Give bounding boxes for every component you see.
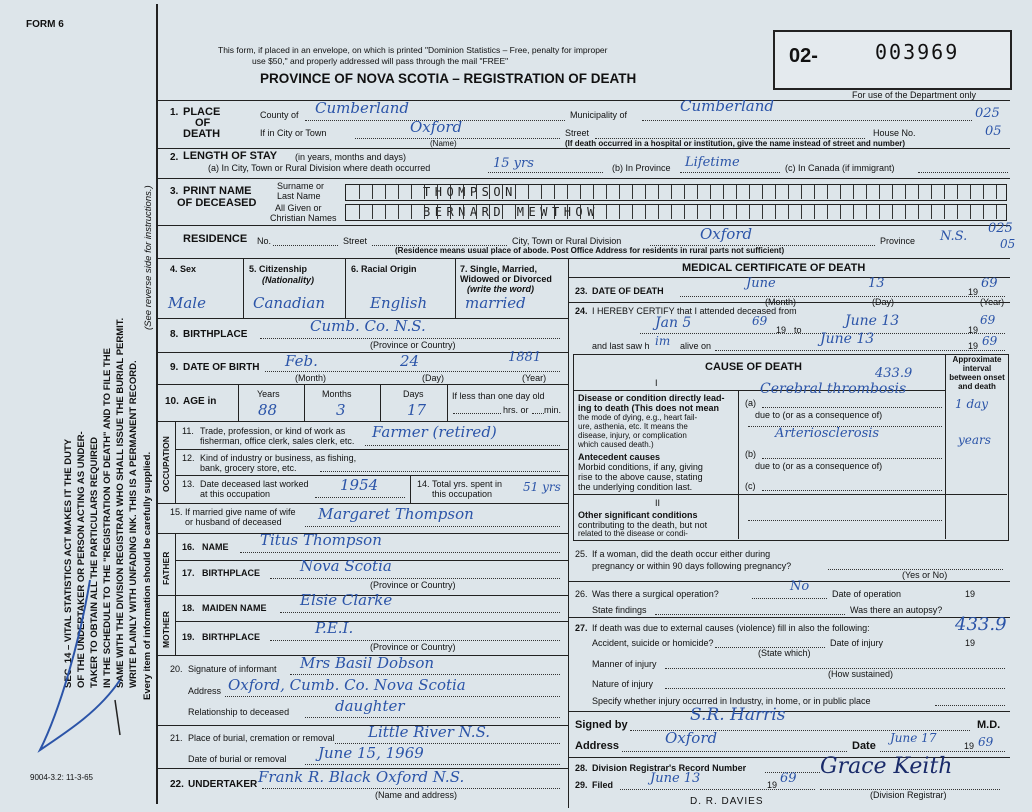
- sex-value[interactable]: Male: [168, 294, 206, 312]
- char-cell: [593, 185, 607, 199]
- mother-name-value[interactable]: Elsie Clarke: [300, 591, 393, 609]
- char-cell: [814, 185, 828, 199]
- char-cell: [567, 205, 581, 219]
- char-cell: [359, 185, 373, 199]
- form-title: PROVINCE OF NOVA SCOTIA – REGISTRATION OF DEATH: [260, 71, 637, 86]
- char-cell: [905, 185, 919, 199]
- char-cell: [645, 205, 659, 219]
- char-cell: [398, 205, 412, 219]
- char-cell: [892, 185, 906, 199]
- char-cell: [996, 185, 1010, 199]
- char-cell: [931, 185, 945, 199]
- char-cell: [788, 205, 802, 219]
- supply-note: Every item of information should be carefully supplied.: [142, 451, 153, 700]
- char-cell: [463, 185, 477, 199]
- stay-province-value[interactable]: Lifetime: [685, 155, 740, 170]
- char-cell: [879, 185, 893, 199]
- char-cell: [853, 205, 867, 219]
- surname-boxes[interactable]: [345, 184, 1007, 201]
- char-cell: [684, 185, 698, 199]
- char-cell: [489, 205, 503, 219]
- envelope-note-1: This form, if placed in an envelope, on which is printed "Dominion Statistics – Free, penalty for improper: [218, 45, 608, 55]
- char-cell: [684, 205, 698, 219]
- char-cell: [580, 185, 594, 199]
- char-cell: [983, 185, 997, 199]
- char-cell: [645, 185, 659, 199]
- char-cell: [944, 185, 958, 199]
- char-cell: [476, 205, 490, 219]
- given-name-boxes[interactable]: [345, 204, 1007, 221]
- external-cause-code: 433.9: [955, 614, 1007, 635]
- birthplace-value[interactable]: Cumb. Co. N.S.: [310, 317, 426, 335]
- father-birthplace-value[interactable]: Nova Scotia: [300, 557, 392, 575]
- char-cell: [528, 185, 542, 199]
- char-cell: [658, 185, 672, 199]
- department-note: For use of the Department only: [852, 90, 977, 100]
- last-worked-value[interactable]: 1954: [340, 476, 379, 494]
- char-cell: [671, 205, 685, 219]
- age-years-value[interactable]: 88: [258, 401, 278, 419]
- racial-origin-value[interactable]: English: [370, 294, 428, 312]
- filed-date-value[interactable]: June 13: [650, 771, 701, 786]
- char-cell: [931, 205, 945, 219]
- char-cell: [528, 205, 542, 219]
- char-cell: [775, 205, 789, 219]
- form-left-border: [156, 4, 158, 804]
- cause-a-interval[interactable]: 1 day: [955, 397, 989, 411]
- char-cell: [437, 185, 451, 199]
- char-cell: [736, 185, 750, 199]
- char-cell: [697, 185, 711, 199]
- char-cell: [762, 205, 776, 219]
- dob-year-value[interactable]: 1881: [508, 350, 542, 365]
- char-cell: [437, 205, 451, 219]
- char-cell: [385, 185, 399, 199]
- attended-from-value[interactable]: Jan 5: [655, 315, 692, 331]
- char-cell: [515, 185, 529, 199]
- char-cell: [814, 205, 828, 219]
- char-cell: [723, 185, 737, 199]
- char-cell: [801, 205, 815, 219]
- death-month-value[interactable]: June: [746, 276, 776, 291]
- operation-value[interactable]: No: [790, 579, 810, 594]
- age-months-value[interactable]: 3: [336, 401, 346, 419]
- char-cell: [359, 205, 373, 219]
- char-cell: [944, 205, 958, 219]
- char-cell: [489, 185, 503, 199]
- burial-date-value[interactable]: June 15, 1969: [318, 744, 424, 762]
- char-cell: [554, 185, 568, 199]
- char-cell: [736, 205, 750, 219]
- registrar-stamp: D. R. DAVIES: [690, 796, 764, 807]
- registration-number-box: 02- 003969: [773, 30, 1012, 90]
- char-cell: [918, 205, 932, 219]
- informant-relationship[interactable]: daughter: [335, 697, 405, 715]
- marital-status-value[interactable]: married: [465, 294, 526, 312]
- interval-header: Approximate interval between onset and death: [949, 355, 1005, 391]
- residence-city-value[interactable]: Oxford: [700, 225, 753, 243]
- char-cell: [593, 205, 607, 219]
- spouse-value[interactable]: Margaret Thompson: [318, 505, 474, 523]
- char-cell: [619, 205, 633, 219]
- char-cell: [840, 205, 854, 219]
- char-cell: [996, 205, 1010, 219]
- char-cell: [970, 185, 984, 199]
- char-cell: [502, 205, 516, 219]
- registrar-signature[interactable]: Grace Keith: [820, 754, 953, 779]
- char-cell: [775, 185, 789, 199]
- char-cell: [632, 205, 646, 219]
- father-name-value[interactable]: Titus Thompson: [260, 531, 382, 549]
- municipality-value[interactable]: Cumberland: [680, 97, 775, 115]
- char-cell: [632, 185, 646, 199]
- dob-month-value[interactable]: Feb.: [285, 352, 318, 370]
- cause-a-value[interactable]: Cerebral thrombosis: [760, 381, 907, 397]
- char-cell: [541, 185, 555, 199]
- char-cell: [749, 185, 763, 199]
- char-cell: [918, 185, 932, 199]
- char-cell: [983, 205, 997, 219]
- char-cell: [424, 205, 438, 219]
- residence-province-value[interactable]: N.S.: [940, 229, 968, 244]
- undertaker-value[interactable]: Frank R. Black Oxford N.S.: [258, 768, 465, 786]
- char-cell: [957, 205, 971, 219]
- years-in-occupation-value[interactable]: 51 yrs: [523, 480, 561, 494]
- char-cell: [398, 185, 412, 199]
- char-cell: [463, 205, 477, 219]
- municipality-code: 025: [975, 106, 1000, 121]
- county-value[interactable]: Cumberland: [315, 99, 410, 117]
- mother-birthplace-value[interactable]: P.E.I.: [315, 619, 354, 637]
- char-cell: [723, 205, 737, 219]
- char-cell: [541, 205, 555, 219]
- char-cell: [411, 205, 425, 219]
- char-cell: [554, 205, 568, 219]
- char-cell: [710, 205, 724, 219]
- char-cell: [710, 185, 724, 199]
- char-cell: [502, 185, 516, 199]
- cause-b-value[interactable]: Arteriosclerosis: [775, 426, 880, 441]
- cause-code: 433.9: [875, 366, 913, 381]
- death-day-value[interactable]: 13: [868, 276, 885, 291]
- char-cell: [476, 185, 490, 199]
- certifier-date[interactable]: June 17: [890, 731, 937, 745]
- envelope-note-2: use $50," and properly addressed will pass through the mail "FREE": [252, 56, 509, 66]
- occupation-value[interactable]: Farmer (retired): [372, 423, 497, 441]
- char-cell: [957, 185, 971, 199]
- citizenship-value[interactable]: Canadian: [253, 294, 326, 312]
- char-cell: [515, 205, 529, 219]
- char-cell: [788, 185, 802, 199]
- margin-scribble: [20, 560, 140, 780]
- printer-code: 9004-3.2: 11-3-65: [30, 773, 94, 782]
- char-cell: [671, 185, 685, 199]
- char-cell: [411, 185, 425, 199]
- informant-signature[interactable]: Mrs Basil Dobson: [300, 654, 435, 672]
- char-cell: [749, 205, 763, 219]
- attended-to-value[interactable]: June 13: [845, 313, 900, 329]
- char-cell: [580, 205, 594, 219]
- certifier-address[interactable]: Oxford: [665, 729, 718, 747]
- last-saw-date-value[interactable]: June 13: [820, 331, 875, 347]
- char-cell: [424, 185, 438, 199]
- char-cell: [567, 185, 581, 199]
- char-cell: [801, 185, 815, 199]
- char-cell: [450, 185, 464, 199]
- city-value[interactable]: Oxford: [410, 118, 463, 136]
- certifier-signature[interactable]: S.R. Harris: [690, 705, 786, 725]
- surname-value: THOMPSON: [423, 185, 517, 199]
- char-cell: [606, 185, 620, 199]
- char-cell: [619, 185, 633, 199]
- char-cell: [905, 205, 919, 219]
- char-cell: [879, 205, 893, 219]
- death-year-value[interactable]: 69: [981, 276, 998, 291]
- house-code: 05: [985, 124, 1002, 139]
- registration-number: 003969: [875, 40, 960, 64]
- informant-address[interactable]: Oxford, Cumb. Co. Nova Scotia: [228, 676, 466, 694]
- char-cell: [866, 185, 880, 199]
- form-number: FORM 6: [26, 19, 64, 30]
- char-cell: [450, 205, 464, 219]
- char-cell: [840, 185, 854, 199]
- char-cell: [372, 205, 386, 219]
- age-days-value[interactable]: 17: [407, 401, 427, 419]
- char-cell: [853, 185, 867, 199]
- stay-city-value[interactable]: 15 yrs: [493, 156, 534, 171]
- char-cell: [606, 205, 620, 219]
- char-cell: [866, 205, 880, 219]
- char-cell: [658, 205, 672, 219]
- given-name-value: BERNARD MEWTHOW: [423, 205, 599, 219]
- char-cell: [762, 185, 776, 199]
- dob-day-value[interactable]: 24: [400, 352, 420, 370]
- char-cell: [892, 205, 906, 219]
- char-cell: [827, 185, 841, 199]
- char-cell: [372, 185, 386, 199]
- char-cell: [385, 205, 399, 219]
- char-cell: [827, 205, 841, 219]
- char-cell: [970, 205, 984, 219]
- burial-place-value[interactable]: Little River N.S.: [368, 723, 491, 741]
- char-cell: [697, 205, 711, 219]
